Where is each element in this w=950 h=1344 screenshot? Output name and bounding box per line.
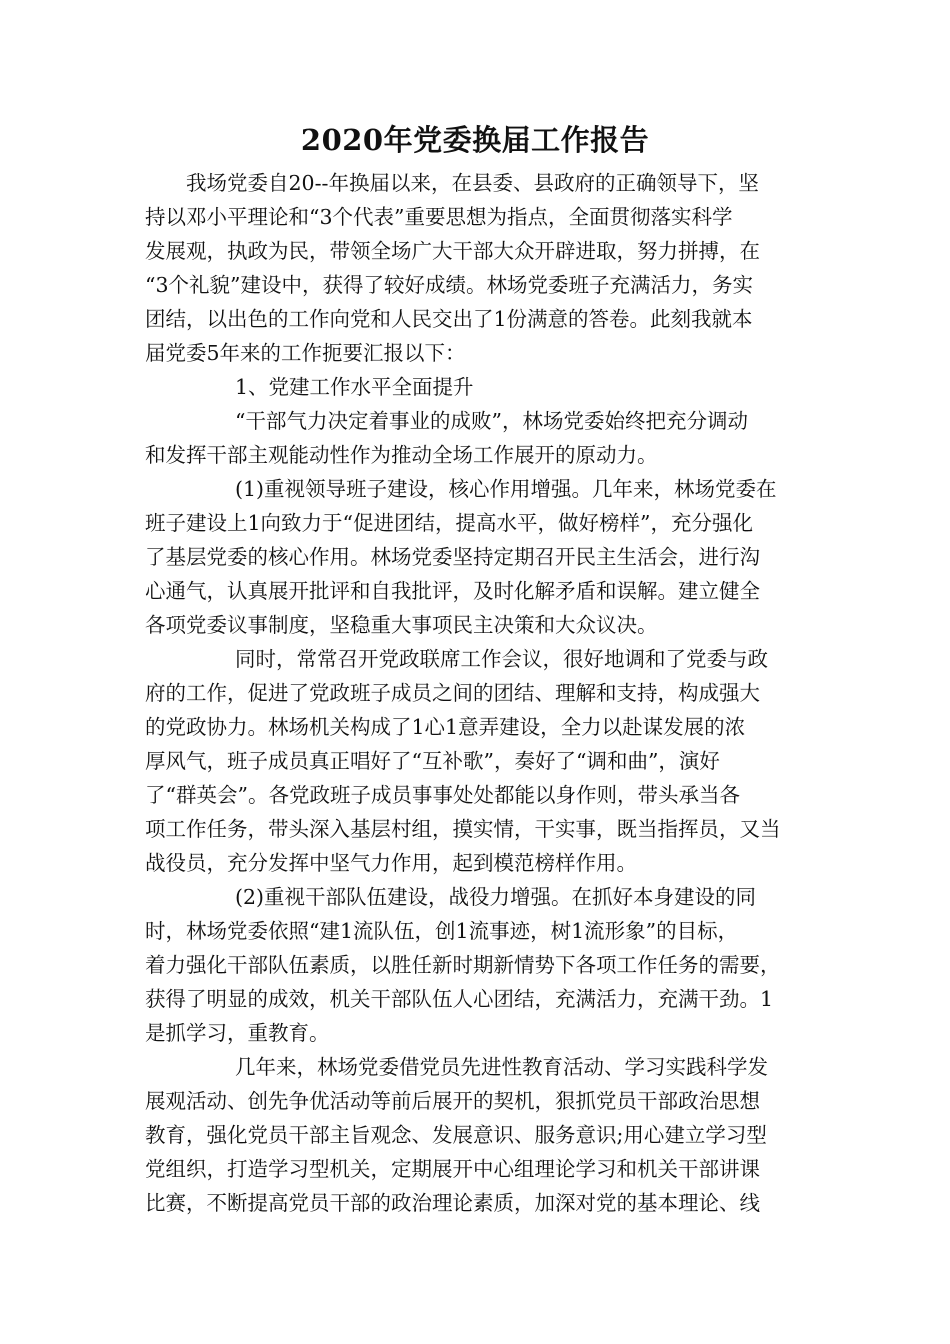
text-line: 着力强化干部队伍素质，以胜任新时期新情势下各项工作任务的需要， xyxy=(145,953,781,977)
text-line: 了基层党委的核心作用。林场党委坚持定期召开民主生活会，进行沟 xyxy=(145,545,760,569)
body-paragraph xyxy=(145,404,805,472)
document-title: 2020年党委换届工作报告 xyxy=(300,123,650,157)
text-line: 心通气，认真展开批评和自我批评，及时化解矛盾和误解。建立健全 xyxy=(145,579,760,603)
text-line: 厚风气，班子成员真正唱好了“互补歌”，奏好了“调和曲”，演好 xyxy=(145,749,720,773)
text-line: 获得了明显的成效，机关干部队伍人心团结，充满活力，充满干劲。1 xyxy=(145,987,774,1011)
text-line: 发展观，执政为民，带领全场广大干部大众开辟进取，努力拼搏，在 xyxy=(145,239,760,263)
text-line: 是抓学习，重教育。 xyxy=(145,1021,330,1045)
text-line: 时，林场党委依照“建1流队伍，创1流事迹，树1流形象”的目标， xyxy=(145,919,739,943)
text-line: 团结，以出色的工作向党和人民交出了1份满意的答卷。此刻我就本 xyxy=(145,307,753,331)
text-line: 府的工作，促进了党政班子成员之间的团结、理解和支持，构成强大 xyxy=(145,681,760,705)
text-line: 我场党委自20--年换届以来，在县委、县政府的正确领导下，坚 xyxy=(186,171,759,195)
body-paragraph xyxy=(145,166,805,370)
text-line: 的党政协力。林场机关构成了1心1意弄建设，全力以赴谋发展的浓 xyxy=(145,715,746,739)
text-line: 教育，强化党员干部主旨观念、发展意识、服务意识;用心建立学习型 xyxy=(145,1123,767,1147)
text-line: 几年来，林场党委借党员先进性教育活动、学习实践科学发 xyxy=(235,1055,768,1079)
text-line: 和发挥干部主观能动性作为推动全场工作展开的原动力。 xyxy=(145,443,658,467)
text-line: 党组织，打造学习型机关，定期展开中心组理论学习和机关干部讲课 xyxy=(145,1157,760,1181)
text-line: 同时，常常召开党政联席工作会议，很好地调和了党委与政 xyxy=(235,647,768,671)
text-line: 1、党建工作水平全面提升 xyxy=(235,375,474,399)
text-line: 届党委5年来的工作扼要汇报以下： xyxy=(145,341,466,365)
text-line: 展观活动、创先争优活动等前后展开的契机，狠抓党员干部政治思想 xyxy=(145,1089,760,1113)
text-line: 项工作任务，带头深入基层村组，摸实情，干实事，既当指挥员，又当 xyxy=(145,817,781,841)
document-body xyxy=(145,166,805,1220)
body-paragraph xyxy=(145,472,805,642)
body-paragraph xyxy=(145,642,805,880)
text-line: 战役员，充分发挥中坚气力作用，起到模范榜样作用。 xyxy=(145,851,637,875)
text-line: (1)重视领导班子建设，核心作用增强。几年来，林场党委在 xyxy=(235,477,777,501)
text-line: 持以邓小平理论和“3个代表”重要思想为指点，全面贯彻落实科学 xyxy=(145,205,733,229)
text-line: 班子建设上1向致力于“促进团结，提高水平，做好榜样”，充分强化 xyxy=(145,511,754,535)
text-line: “干部气力决定着事业的成败”，林场党委始终把充分调动 xyxy=(235,409,748,433)
body-paragraph xyxy=(145,880,805,1050)
body-paragraph xyxy=(145,1050,805,1220)
body-paragraph xyxy=(145,370,805,404)
text-line: 各项党委议事制度，坚稳重大事项民主决策和大众议决。 xyxy=(145,613,658,637)
text-line: 比赛，不断提高党员干部的政治理论素质，加深对党的基本理论、线 xyxy=(145,1191,760,1215)
text-line: (2)重视干部队伍建设，战役力增强。在抓好本身建设的同 xyxy=(235,885,757,909)
text-line: “3个礼貌”建设中，获得了较好成绩。林场党委班子充满活力，务实 xyxy=(145,273,754,297)
text-line: 了“群英会”。各党政班子成员事事处处都能以身作则，带头承当各 xyxy=(145,783,740,807)
